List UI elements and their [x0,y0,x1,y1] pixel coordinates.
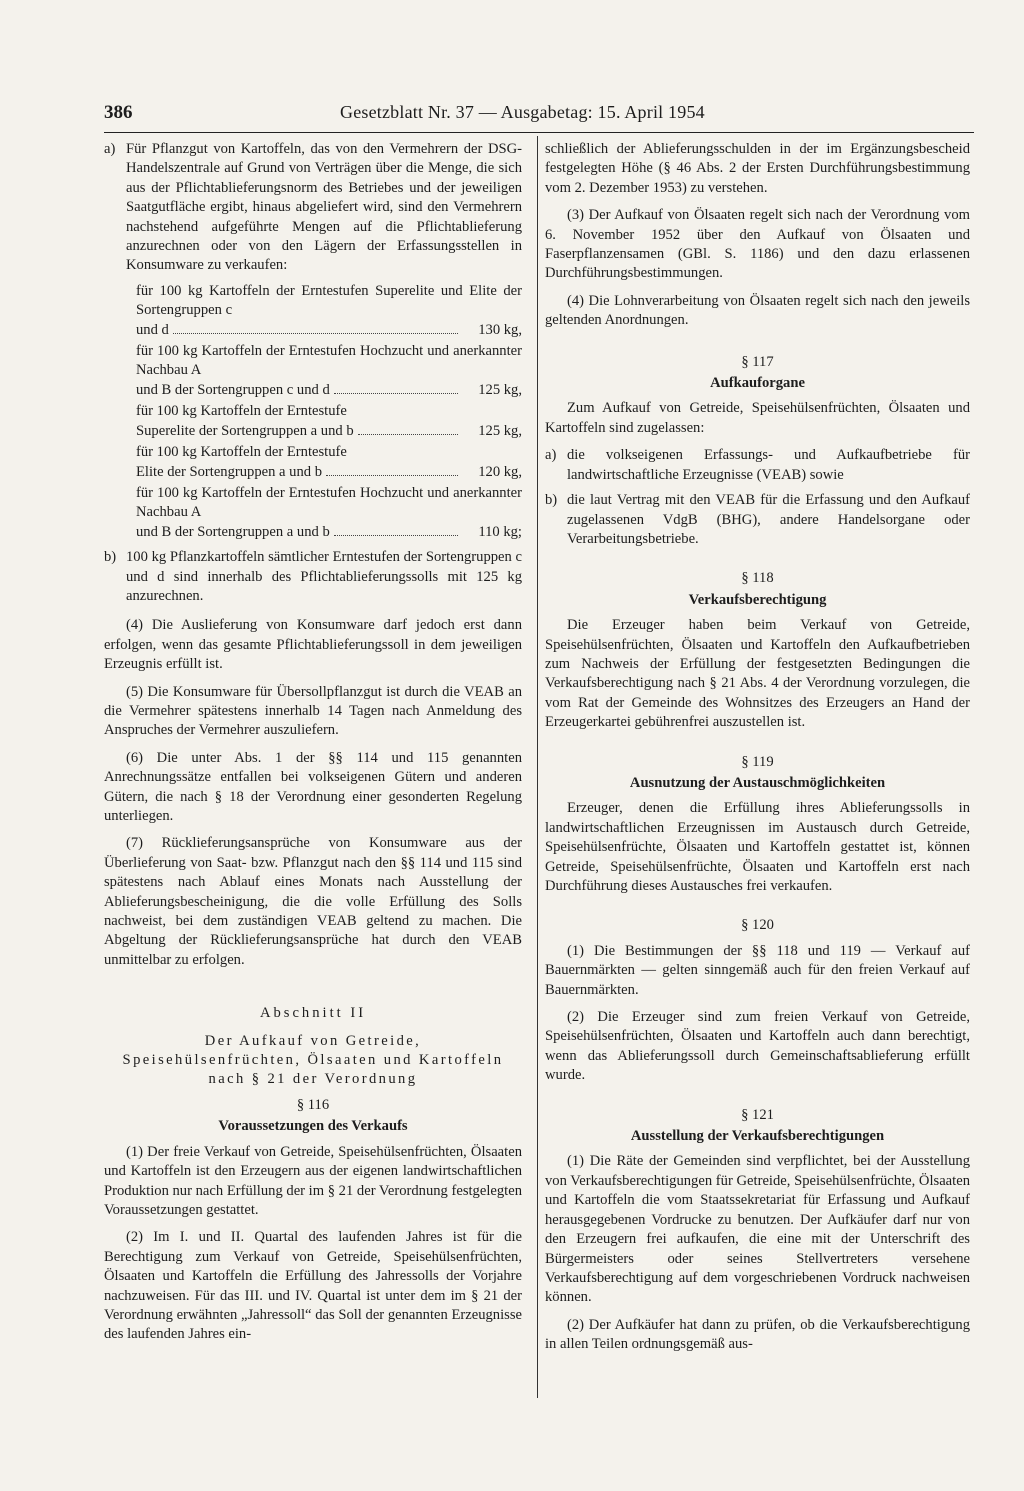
right-column [545,140,970,1363]
paragraph-heading-121: Ausstellung der Verkaufsberechtigungen [630,1128,885,1145]
paragraph-number-121: § 121 [741,1106,774,1123]
list-item-117-a [545,446,970,485]
paragraph-3: (3) Der Aufkauf von Ölsaaten regelt sich nach der Verordnung vom 6. November 1952 über den Aufkauf von Ölsaaten und Faserpflanzensamen (GBl. S. 1186) und den dazu erlassenen Durchführungsbestimmungen. [545,207,970,282]
quantity-row [136,342,522,400]
left-column [104,140,522,1353]
paragraph-heading-118: Verkaufsberechtigung [688,591,827,608]
quantity-text-end: und d [136,321,169,338]
quantity-text: für 100 kg Kartoffeln der Erntestufen Hochzucht und anerkannter Nachbau A [136,343,522,379]
paragraph-120-1: (1) Die Bestimmungen der §§ 118 und 119 — Verkauf auf Bauernmärkten — gelten sinngemäß auch für den freien Verkauf auf Bauernmärkten. [545,942,970,998]
paragraph-number-116: § 116 [296,1096,330,1113]
item-text: die laut Vertrag mit den VEAB für die Erfassung und den Aufkauf zugelassenen VdgB (BHG), andere Handelsorgane oder Verarbeitungsbetriebe. [567,492,970,547]
paragraph-number-119: § 119 [741,753,774,770]
quantity-value: 125 kg, [478,381,522,398]
paragraph-heading-117: Aufkauforgane [710,375,805,392]
paragraph-121-2: (2) Der Aufkäufer hat dann zu prüfen, ob die Verkaufsberechtigung in allen Teilen ordnungsgemäß aus- [545,1316,970,1353]
quantity-text-end: Superelite der Sortengruppen a und b [136,422,354,439]
quantity-text: für 100 kg Kartoffeln der Erntestufe [136,444,347,461]
column-divider [537,136,538,1398]
paragraph-117-intro: Zum Aufkauf von Getreide, Speisehülsenfrüchten, Ölsaaten und Kartoffeln sind zugelassen: [545,400,970,436]
list-item-b [104,548,522,606]
leader-dots [358,434,458,435]
quantity-text: für 100 kg Kartoffeln der Erntestufen Superelite und Elite der Sortengruppen c [136,282,522,319]
list-item-117-b [545,491,970,549]
paragraph-6: (6) Die unter Abs. 1 der §§ 114 und 115 genannten Anrechnungssätze entfallen bei volkseigenen Gütern und anderen Gütern, die nach § 18 der Verordnung einer gesonderten Regelung unterliegen. [104,749,522,824]
quantity-row [136,402,522,441]
quantity-text-end: und B der Sortengruppen c und d [136,381,330,398]
quantity-value: 125 kg, [478,422,522,439]
list-item-a [104,140,522,276]
paragraph-120-2: (2) Die Erzeuger sind zum freien Verkauf von Getreide, Speisehülsenfrüchten, Ölsaaten und Kartoffeln auch dann berechtigt, wenn das Ablieferungssoll durch Gemeinschaftsablieferung erfüllt wurde. [545,1009,970,1084]
paragraph-116-2: (2) Im I. und II. Quartal des laufenden Jahres ist für die Berechtigung zum Verkauf von Getreide, Speisehülsenfrüchten, Ölsaaten und Kartoffeln die Erfüllung des Jahressolls der Vorjahre nachzuweisen. Für das III. und IV. Quartal ist unter dem im § 21 der Verordnung erwähnten „Jahressoll“ das Soll der genannten Erzeugnisse des laufenden Jahres ein- [104,1229,522,1343]
item-label: a) [545,447,557,464]
quantity-value: 110 kg; [478,523,522,540]
quantity-row [136,484,522,542]
paragraph-heading-116: Voraussetzungen des Verkaufs [218,1118,408,1135]
quantity-text-end: Elite der Sortengruppen a und b [136,463,323,480]
item-text: Für Pflanzgut von Kartoffeln, das von den Vermehrern der DSG-Handelszentrale auf Grund von Verträgen über die Menge, die sich aus der Pflichtablieferungsnorm des Betriebes und der jeweiligen Saatgutfläche ergibt, hinaus abgeliefert wird, sind den Vermehrern nachstehend aufgeführte Mengen auf die Pflichtablieferung anzurechnen oder von den Lägern der Erfassungsstellen in Konsumware zu verkaufen: [126,141,522,274]
paragraph-number-117: § 117 [741,353,774,370]
page-number: 386 [104,102,133,123]
continued-text: schließlich der Ablieferungsschulden in der im Ergänzungsbescheid festgelegten Höhe (§ 46 Abs. 2 der Ersten Durchführungsbestimmung vom 2. Dezember 1953) zu verstehen. [545,141,970,196]
section-title: Abschnitt II [259,1005,367,1022]
paragraph-number-120: § 120 [741,917,774,934]
quantity-text-end: und B der Sortengruppen a und b [136,523,330,540]
paragraph-118: Die Erzeuger haben beim Verkauf von Getreide, Speisehülsenfrüchten, Ölsaaten und Kartoffeln den Aufkaufbetrieben zum Nachweis der Erfüllung der festgesetzten Bedingungen die Verkaufsberechtigung nach § 21 Abs. 4 der Verordnung vorzulegen, die vom Rat der Gemeinde des Wohnsitzes des Erzeugers an Hand der Erzeugerkartei gebührenfrei auszustellen ist. [545,617,970,731]
page-header [104,100,974,133]
quantity-row [136,443,522,482]
quantity-row [136,282,522,340]
item-label: a) [104,141,116,157]
paragraph-116-1: (1) Der freie Verkauf von Getreide, Speisehülsenfrüchten, Ölsaaten und Kartoffeln ist den Erzeugern aus der eigenen landwirtschaftlichen Produktion nur nach Erfüllung der im § 21 der Verordnung festgelegten Voraussetzungen gestattet. [104,1143,522,1218]
leader-dots [334,393,458,394]
item-label: b) [104,549,117,566]
gazette-title: Gesetzblatt Nr. 37 — Ausgabetag: 15. April 1954 [340,102,705,122]
item-text: die volkseigenen Erfassungs- und Aufkaufbetriebe für landwirtschaftliche Erzeugnisse (VEAB) sowie [567,447,970,483]
leader-dots [334,535,458,536]
leader-dots [326,475,458,476]
paragraph-4: (4) Die Auslieferung von Konsumware darf jedoch erst dann erfolgen, wenn das gesamte Pflichtablieferungssoll in dem jeweiligen Erzeugnis erfüllt ist. [104,617,522,673]
paragraph-heading-119: Ausnutzung der Austauschmöglichkeiten [629,774,886,791]
quantity-text: für 100 kg Kartoffeln der Erntestufe [136,403,347,420]
paragraph-121-1: (1) Die Räte der Gemeinden sind verpflichtet, bei der Ausstellung von Verkaufsberechtigungen für Getreide, Speisehülsenfrüchte, Ölsaaten und Kartoffeln die vom Staatssekretariat für Erfassung und Aufkauf herausgegebenen Vordrucke zu benutzen. Der Aufkäufer darf nur von den Erzeugern frei aufkaufen, die eine mit der Unterschrift des Bürgermeisters oder seines Stellvertreters versehene Verkaufsberechtigung auf dem vorgeschriebenen Vordruck nachweisen können. [545,1153,970,1306]
item-label: b) [545,492,558,509]
paragraph-number-118: § 118 [741,570,774,587]
item-text: 100 kg Pflanzkartoffeln sämtlicher Erntestufen der Sortengruppen c und d sind innerhalb des Pflichtablieferungssolls mit 125 kg anzurechnen. [126,549,522,604]
paragraph-5: (5) Die Konsumware für Übersollpflanzgut ist durch die VEAB an die Vermehrer spätestens innerhalb 14 Tagen nach Anmeldung des Anspruches der Vermehrer auszuliefern. [104,683,522,739]
section-subtitle: Der Aufkauf von Getreide, Speisehülsenfrüchten, Ölsaaten und Kartoffeln nach § 21 der Verordnung [122,1032,504,1088]
quantity-text: für 100 kg Kartoffeln der Erntestufen Hochzucht und anerkannter Nachbau A [136,484,522,521]
paragraph-4-right: (4) Die Lohnverarbeitung von Ölsaaten regelt sich nach den jeweils geltenden Anordnungen. [545,292,970,329]
quantity-value: 120 kg, [478,463,522,480]
paragraph-119: Erzeuger, denen die Erfüllung ihres Ablieferungssolls in landwirtschaftlichen Erzeugnissen im Austausch durch Getreide, Speisehülsenfrüchte, Ölsaaten und Kartoffeln gestattet ist, können Getreide, Speisehülsenfrüchte, Ölsaaten und Kartoffeln erst nach Durchführung dieses Austausches frei verkaufen. [545,800,970,894]
quantity-value: 130 kg, [478,321,522,338]
leader-dots [173,333,458,334]
paragraph-7: (7) Rücklieferungsansprüche von Konsumware aus der Überlieferung von Saat- bzw. Pflanzgut nach den §§ 114 und 115 sind spätestens nach Ablauf eines Monats nach Ausstellung der Ablieferungsbescheinigung, die die volle Erfüllung des Solls nachweist, bei dem zuständigen VEAB geltend zu machen. Die Abgeltung der Rücklieferungsansprüche hat durch den VEAB unmittelbar zu erfolgen. [104,835,522,968]
